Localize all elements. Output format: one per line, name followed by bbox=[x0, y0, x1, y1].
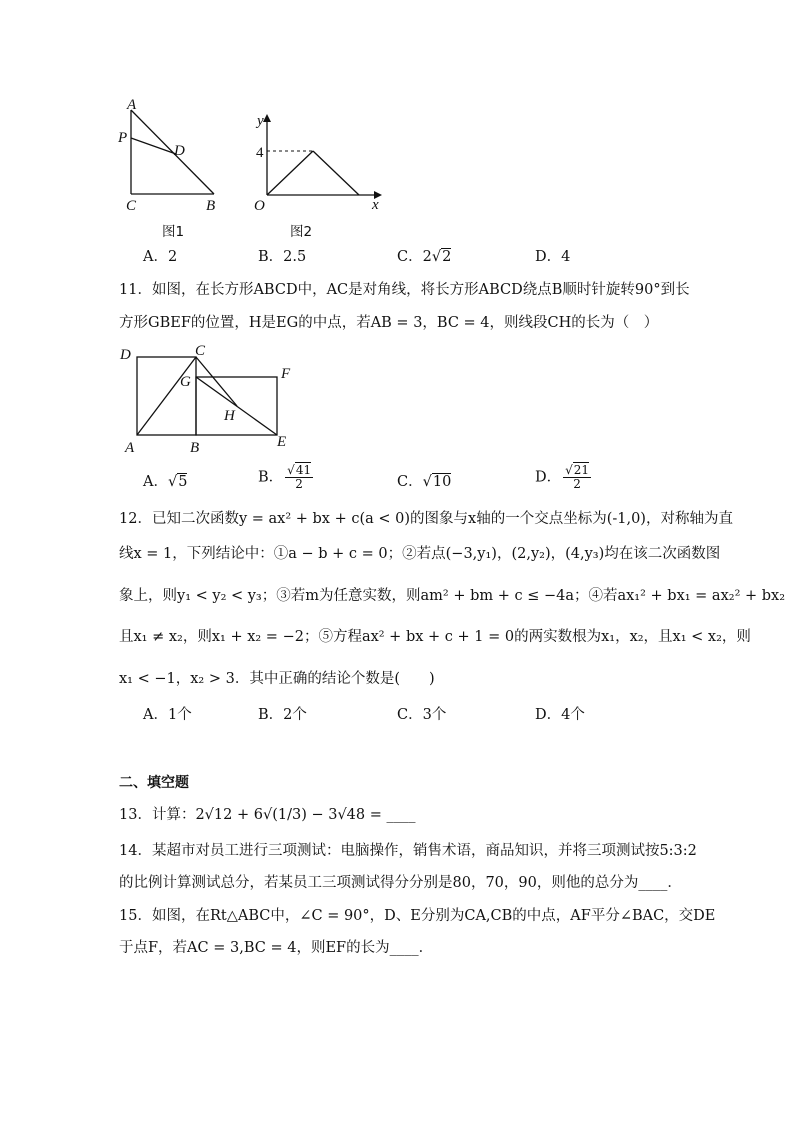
q12-option-c: C．3个 bbox=[397, 707, 447, 723]
q12-line-1: 12．已知二次函数y = ax² + bx + c(a < 0)的图象与x轴的一个交点坐标为(-1,0)，对称轴为直 bbox=[119, 511, 733, 527]
q11-figure bbox=[115, 340, 305, 460]
figure-1-and-2 bbox=[110, 92, 400, 242]
q11-fig-label-f: F bbox=[281, 366, 291, 382]
q10-optc-radicand: 2 bbox=[442, 249, 452, 265]
q11-option-b: B． $\frac{√41}{2}$ bbox=[258, 463, 312, 491]
q13-line: 13．计算：2√12 + 6√(1/3) − 3√48 = ____ bbox=[119, 807, 416, 823]
fig2-caption: 图2 bbox=[290, 224, 313, 240]
q12-line-2: 线x = 1，下列结论中：①a − b + c = 0；②若点(−3,y₁)，(2,y₂)，(4,y₃)均在该二次函数图 bbox=[119, 546, 721, 562]
q12-line-3: 象上，则y₁ < y₂ < y₃；③若m为任意实数，则am² + bm + c ≤ −4a；④若ax₁² + bx₁ = ax₂² + bx₂ bbox=[119, 588, 786, 604]
q11-fig-label-a: A bbox=[125, 440, 135, 456]
fig1-caption: 图1 bbox=[162, 224, 185, 240]
q11-option-a: A．√5 bbox=[143, 474, 188, 490]
q11-fig-label-e: E bbox=[277, 434, 287, 450]
fig1-label-d: D bbox=[174, 143, 185, 159]
q14-line-2: 的比例计算测试总分，若某员工三项测试得分分别是80，70，90，则他的总分为____． bbox=[119, 875, 682, 891]
q11-option-d: D． $\frac{√21}{2}$ bbox=[535, 463, 590, 491]
q11-line-1: 11．如图，在长方形ABCD中，AC是对角线，将长方形ABCD绕点B顺时针旋转90°到长 bbox=[119, 282, 690, 298]
fig1-label-a: A bbox=[127, 97, 137, 113]
q15-line-1: 15．如图，在Rt△ABC中，∠C = 90°，D、E分别为CA,CB的中点，AF平分∠BAC，交DE bbox=[119, 908, 716, 924]
q10-option-c: C．2√2 bbox=[397, 249, 452, 265]
q11-fig-label-c: C bbox=[195, 343, 206, 359]
q10-option-a: A．2 bbox=[143, 249, 178, 265]
q15-line-2: 于点F，若AC = 3,BC = 4，则EF的长为____． bbox=[119, 940, 434, 956]
q11-line-2: 方形GBEF的位置，H是EG的中点，若AB = 3，BC = 4，则线段CH的长为（ ） bbox=[119, 315, 659, 331]
q11-fig-label-h: H bbox=[224, 408, 235, 424]
q12-option-a: A．1个 bbox=[143, 707, 192, 723]
q11-fig-label-d: D bbox=[120, 347, 131, 363]
q11-fig-label-b: B bbox=[190, 440, 200, 456]
figure-2 bbox=[254, 113, 382, 240]
q12-line-5: x₁ < −1，x₂ > 3．其中正确的结论个数是( ) bbox=[119, 671, 435, 687]
fig1-label-b: B bbox=[206, 198, 216, 214]
q11-option-c: C．√10 bbox=[397, 474, 452, 490]
q10-option-d: D．4 bbox=[535, 249, 571, 265]
q12-option-b: B．2个 bbox=[258, 707, 307, 723]
figure-1 bbox=[117, 97, 215, 240]
q14-line-1: 14．某超市对员工进行三项测试：电脑操作，销售术语，商品知识，并将三项测试按5:3:2 bbox=[119, 843, 697, 859]
fig2-label-4: 4 bbox=[256, 145, 264, 161]
fig2-label-x: x bbox=[372, 197, 379, 213]
q10-option-b: B．2.5 bbox=[258, 249, 307, 265]
section-2-heading: 二、填空题 bbox=[119, 775, 189, 791]
q12-option-d: D．4个 bbox=[535, 707, 585, 723]
fig2-label-y: y bbox=[257, 113, 264, 129]
fig1-label-p: P bbox=[118, 130, 128, 146]
q12-line-4: 且x₁ ≠ x₂，则x₁ + x₂ = −2；⑤方程ax² + bx + c + 1 = 0的两实数根为x₁，x₂，且x₁ < x₂，则 bbox=[119, 629, 751, 645]
fig1-label-c: C bbox=[126, 198, 137, 214]
q11-fig-label-g: G bbox=[180, 374, 191, 390]
fig2-label-o: O bbox=[254, 198, 265, 214]
